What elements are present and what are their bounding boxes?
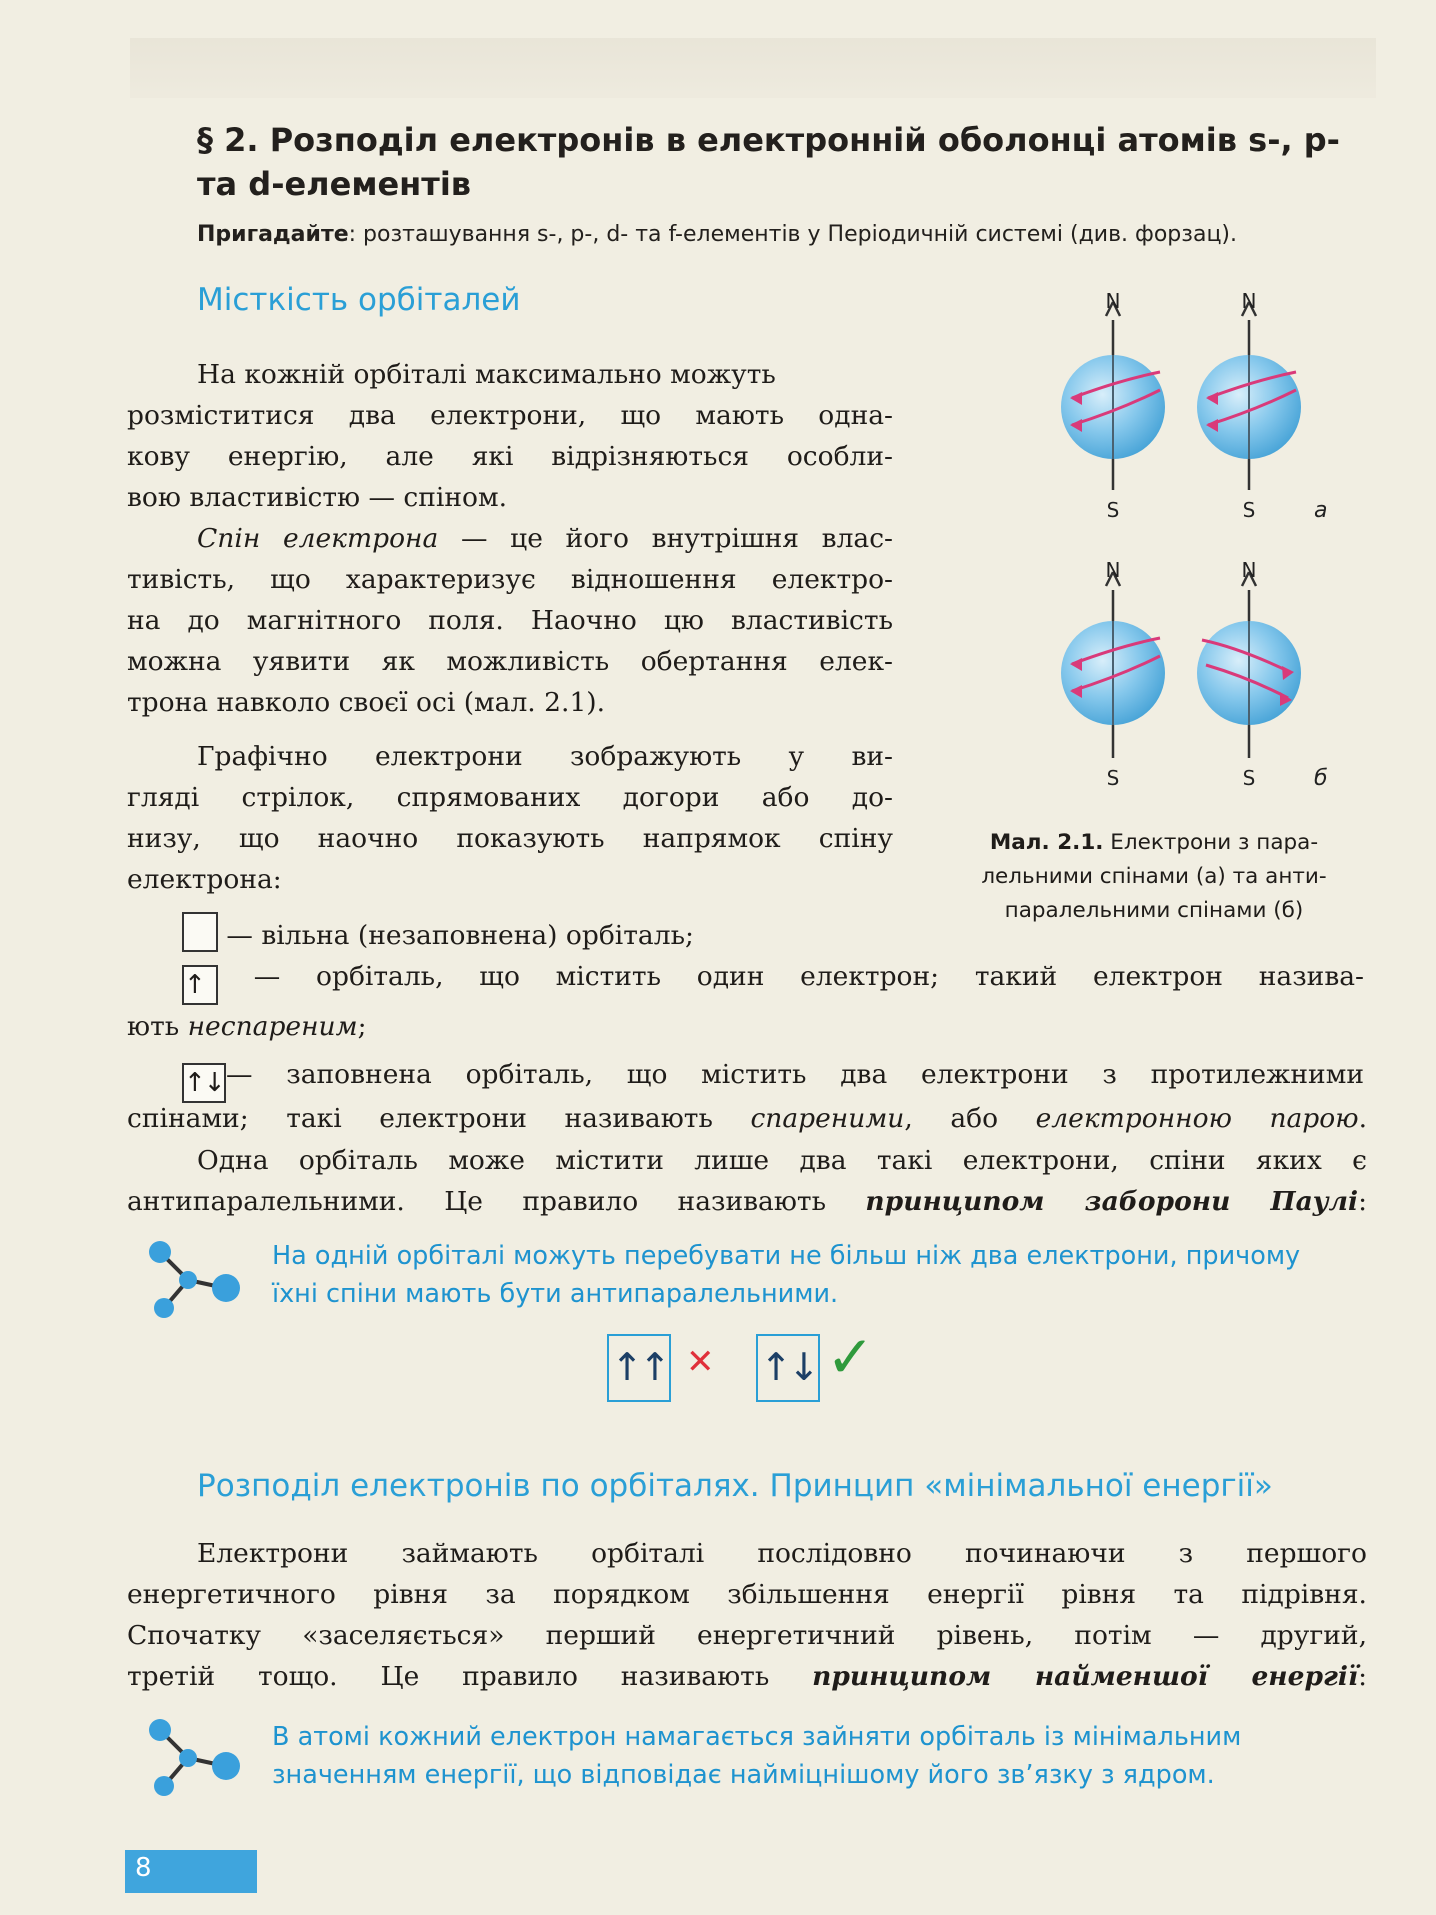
- caption-text: Електрони з пара-: [1103, 830, 1319, 855]
- paragraph-pauli: [127, 1140, 1367, 1222]
- p2-line: тивість, що характеризує відношення електро-: [127, 564, 893, 595]
- rule-line: На одній орбіталі можуть перебувати не більш ніж два електрони, причому: [272, 1241, 1301, 1271]
- legend-single-line2: [127, 1006, 1367, 1047]
- paragraph-least-energy: [127, 1533, 1367, 1697]
- electron-sphere: [1061, 302, 1165, 490]
- p2-line: на до магнітного поля. Наочно цю властивість: [127, 605, 893, 636]
- north-label: N: [1241, 558, 1257, 582]
- north-label: N: [1105, 558, 1121, 582]
- rule-line: В атомі кожний електрон намагається зайняти орбіталь із мінімальним: [272, 1722, 1242, 1752]
- wrong-orbital-box: ↑↑: [607, 1334, 671, 1402]
- legend-single-line: [182, 956, 1364, 1005]
- paragraph-graphic-notation: [127, 736, 893, 900]
- north-label: N: [1241, 289, 1257, 313]
- paired-orbital-box: ↑↓: [182, 1063, 226, 1103]
- p2-line: [127, 518, 893, 559]
- electron-sphere: [1197, 572, 1301, 758]
- panel-a: [1061, 289, 1327, 523]
- p3-line: електрона:: [127, 864, 282, 895]
- paired-term: спареними: [750, 1103, 905, 1134]
- legend-pair-line2: [127, 1098, 1367, 1139]
- panel-b: [1061, 558, 1328, 791]
- p5-text: третій тощо. Це правило називають: [127, 1661, 813, 1692]
- single-orbital-box: ↑: [182, 965, 218, 1005]
- unpaired-term: неспареним: [187, 1011, 358, 1042]
- south-label: S: [1106, 766, 1120, 790]
- p3-line: Графічно електрони зображують у ви-: [197, 741, 893, 772]
- figure-caption: [944, 826, 1364, 928]
- south-label: S: [1242, 498, 1256, 522]
- subhead-distribution: Розподіл електронів по орбіталях. Принцип «мінімальної енергії»: [197, 1468, 1273, 1504]
- p5-line: Спочатку «заселяється» перший енергетичний рівень, потім — другий,: [127, 1620, 1367, 1651]
- p5-line: [127, 1656, 1367, 1697]
- p1-line: розміститися два електрони, що мають одна-: [127, 400, 893, 431]
- legend-empty-text: — вільна (незаповнена) орбіталь;: [218, 920, 694, 951]
- remember-label: Пригадайте: [197, 222, 349, 247]
- p1-line: вою властивістю — спіном.: [127, 482, 508, 513]
- rule-line: їхні спіни мають бути антипаралельними.: [272, 1279, 839, 1309]
- molecule-icon: [140, 1234, 245, 1324]
- legend-text: спінами; такі електрони називають: [127, 1103, 751, 1134]
- legend-single-orbital: [182, 956, 1364, 1005]
- p4-line: Одна орбіталь може містити лише два такі електрони, спіни яких є: [197, 1145, 1367, 1176]
- right-orbital-box: ↑↓: [756, 1334, 820, 1402]
- p1-line: кову енергію, але які відрізняються особли-: [127, 441, 893, 472]
- p3-line: низу, що наочно показують напрямок спіну: [127, 823, 893, 854]
- empty-orbital-box: [182, 912, 218, 952]
- electron-pair-term: електронною парою: [1035, 1103, 1359, 1134]
- p3-line: гляді стрілок, спрямованих догори або до-: [127, 782, 893, 813]
- p2-text: — це його внутрішня влас-: [438, 523, 893, 554]
- molecule-icon: [140, 1712, 245, 1802]
- panel-a-label: а: [1314, 498, 1328, 523]
- rule-pauli: [272, 1237, 1372, 1313]
- p1-line: На кожній орбіталі максимально можуть: [197, 359, 776, 390]
- south-label: S: [1242, 766, 1256, 790]
- caption-line: [944, 826, 1364, 860]
- north-label: N: [1105, 289, 1121, 313]
- right-mark-icon: ✓: [826, 1323, 875, 1391]
- least-energy-term: принципом найменшої енергії: [812, 1661, 1359, 1692]
- remember-note: [197, 222, 1377, 247]
- rule-least-energy: [272, 1718, 1372, 1794]
- panel-b-label: б: [1314, 766, 1328, 791]
- legend-text: , або: [904, 1103, 1036, 1134]
- section-title: [197, 118, 1367, 206]
- previous-page-bleed: [130, 38, 1376, 98]
- paragraph-spin: [127, 518, 893, 723]
- legend-pair-text: — заповнена орбіталь, що містить два електрони з протилежними: [226, 1059, 1364, 1090]
- subhead-capacity: Місткість орбіталей: [197, 282, 521, 318]
- legend-text: ють: [127, 1011, 188, 1042]
- south-label: S: [1106, 498, 1120, 522]
- legend-text: ;: [357, 1011, 367, 1042]
- p5-line: енергетичного рівня за порядком збільшення енергії рівня та підрівня.: [127, 1579, 1367, 1610]
- remember-text: : розташування s-, p-, d- та f-елементів у Періодичній системі (див. форзац).: [348, 222, 1237, 247]
- section-title-line1: § 2. Розподіл електронів в електронній оболонці атомів s-, p-: [197, 121, 1340, 159]
- legend-text: .: [1358, 1103, 1367, 1134]
- legend-single-text: — орбіталь, що містить один електрон; такий електрон назива-: [218, 961, 1364, 992]
- pauli-principle-term: принципом заборони Паулі: [865, 1186, 1359, 1217]
- legend-pair-line: [182, 1054, 1364, 1103]
- caption-line: лельними спінами (а) та анти-: [981, 864, 1327, 889]
- section-title-line2: та d-елементів: [197, 165, 472, 203]
- caption-line: паралельними спінами (б): [1004, 898, 1304, 923]
- legend-pair-line2-inner: [127, 1098, 1367, 1139]
- rule-line: значенням енергії, що відповідає найміцнішому його зв’язку з ядром.: [272, 1760, 1215, 1790]
- p2-line: можна уявити як можливість обертання елек-: [127, 646, 893, 677]
- wrong-mark-icon: ✕: [686, 1342, 715, 1382]
- electron-sphere: [1197, 302, 1301, 490]
- paragraph-orbital-capacity: [127, 354, 893, 518]
- p2-line: трона навколо своєї осі (мал. 2.1).: [127, 687, 606, 718]
- p5-line: Електрони займають орбіталі послідовно починаючи з першого: [197, 1538, 1367, 1569]
- p4-text: :: [1358, 1186, 1367, 1217]
- p4-text: антипаралельними. Це правило називають: [127, 1186, 866, 1217]
- page-number: 8: [135, 1853, 152, 1883]
- caption-label: Мал. 2.1.: [989, 830, 1104, 855]
- spin-term: Спін електрона: [197, 523, 439, 554]
- p5-text: :: [1358, 1661, 1367, 1692]
- p4-line: [127, 1181, 1367, 1222]
- legend-pair-orbital: [182, 1054, 1364, 1103]
- figure-electron-spins: [1040, 280, 1370, 810]
- electron-sphere: [1061, 572, 1165, 758]
